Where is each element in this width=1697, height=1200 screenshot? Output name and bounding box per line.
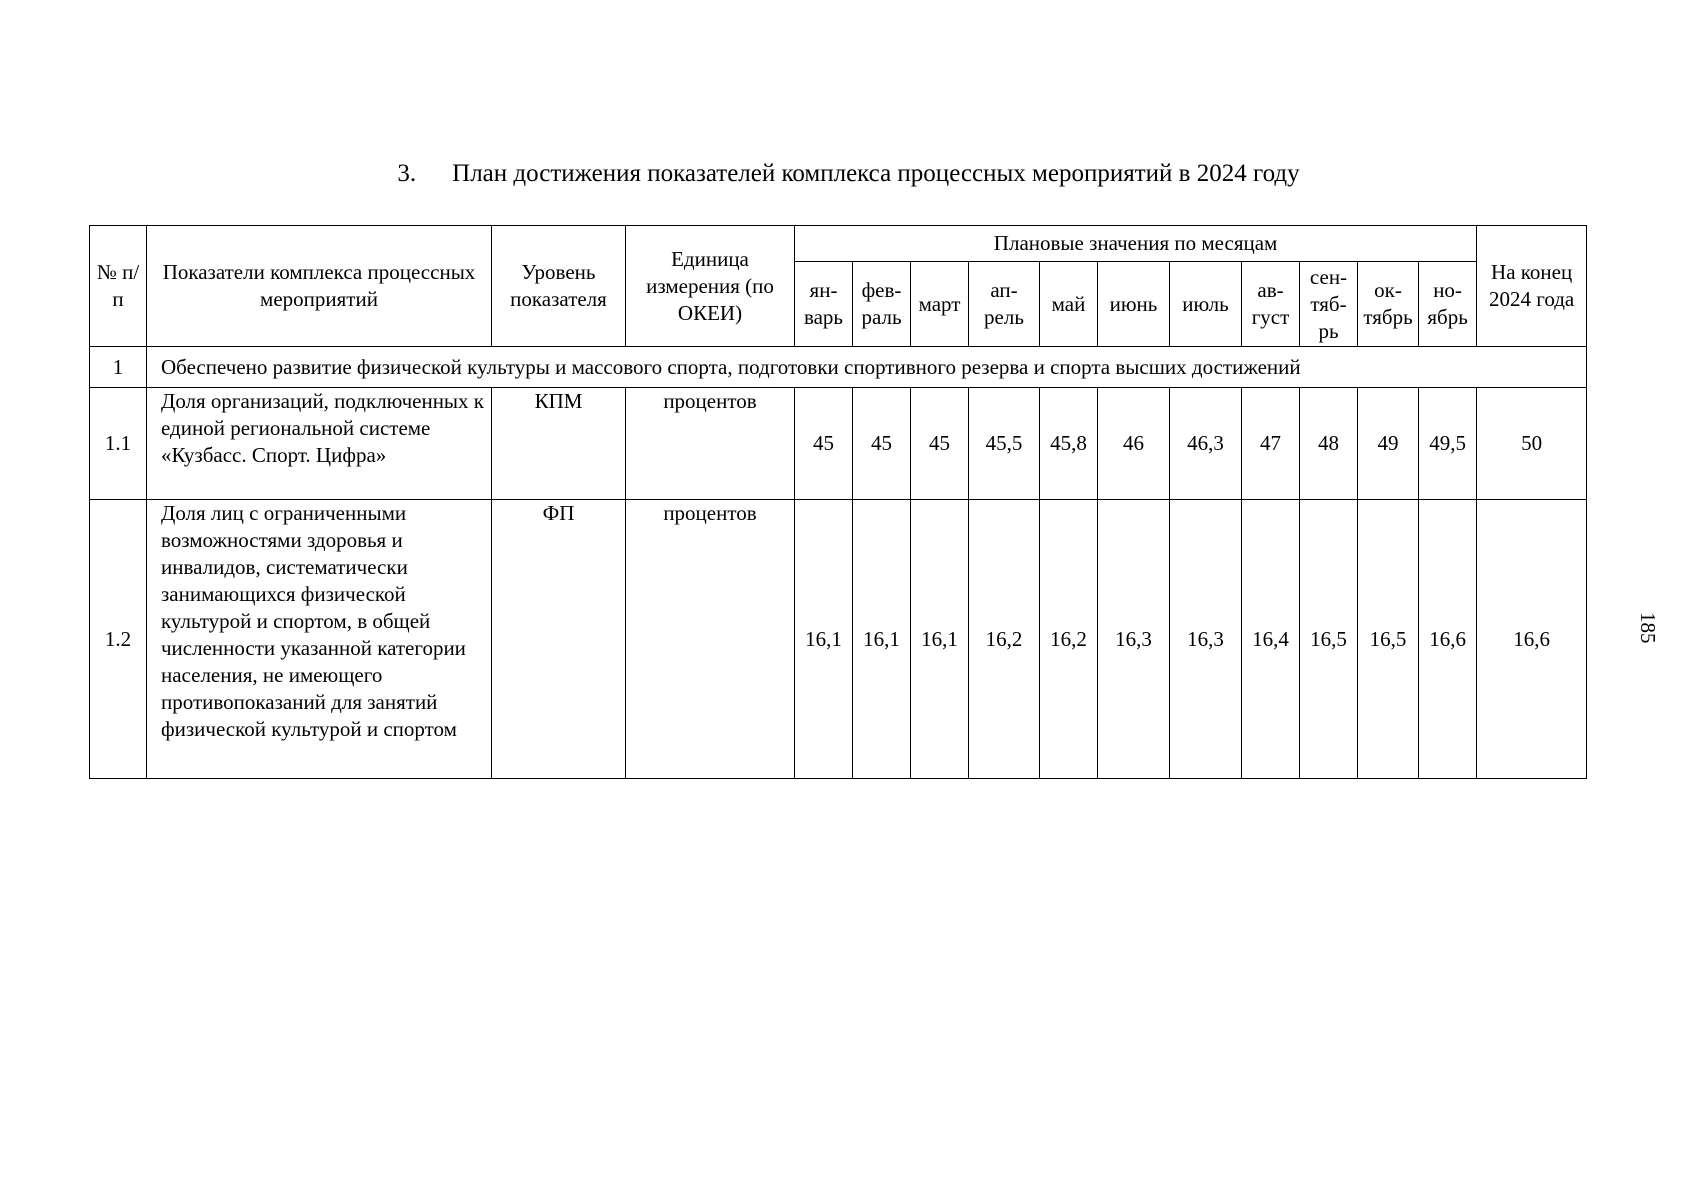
month-header: сен-тяб-рь — [1300, 262, 1358, 347]
header-num: № п/п — [90, 226, 147, 347]
header-end: На конец 2024 года — [1477, 226, 1587, 347]
month-value: 49,5 — [1419, 388, 1477, 500]
month-value: 16,1 — [795, 500, 853, 779]
header-planned: Плановые значения по месяцам — [795, 226, 1477, 262]
page-number: 185 — [1636, 612, 1660, 644]
header-unit: Единица измерения (по ОКЕИ) — [626, 226, 795, 347]
row-unit: процентов — [626, 500, 795, 779]
month-value: 16,3 — [1170, 500, 1242, 779]
month-header: фев-раль — [853, 262, 911, 347]
month-value: 45 — [795, 388, 853, 500]
month-value: 16,3 — [1098, 500, 1170, 779]
month-value: 16,2 — [969, 500, 1040, 779]
month-value: 16,4 — [1242, 500, 1300, 779]
month-header: ян-варь — [795, 262, 853, 347]
section-text: Обеспечено развитие физической культуры и массового спорта, подготовки спортивного резерва и спорта высших достижений — [147, 347, 1587, 388]
month-header: март — [911, 262, 969, 347]
month-value: 46,3 — [1170, 388, 1242, 500]
month-value: 16,2 — [1040, 500, 1098, 779]
month-header: ав-густ — [1242, 262, 1300, 347]
page-title — [0, 160, 1697, 188]
title-number: 3. — [397, 160, 417, 187]
section-row — [90, 347, 1587, 388]
month-value: 16,6 — [1419, 500, 1477, 779]
row-number: 1.1 — [90, 388, 147, 500]
table-row — [90, 500, 1587, 779]
month-header: но-ябрь — [1419, 262, 1477, 347]
month-value: 49 — [1358, 388, 1419, 500]
month-value: 16,5 — [1358, 500, 1419, 779]
month-header: ап-рель — [969, 262, 1040, 347]
month-value: 45 — [911, 388, 969, 500]
header-row — [90, 226, 1587, 262]
month-value: 45 — [853, 388, 911, 500]
table-row — [90, 388, 1587, 500]
month-value: 16,1 — [911, 500, 969, 779]
row-level: КПМ — [492, 388, 626, 500]
month-header: июнь — [1098, 262, 1170, 347]
row-level: ФП — [492, 500, 626, 779]
title-text: План достижения показателей комплекса процессных мероприятий в 2024 году — [452, 160, 1300, 187]
section-number: 1 — [90, 347, 147, 388]
month-header: ок-тябрь — [1358, 262, 1419, 347]
month-header: май — [1040, 262, 1098, 347]
month-value: 16,5 — [1300, 500, 1358, 779]
indicators-plan-table — [89, 225, 1587, 779]
month-value: 45,8 — [1040, 388, 1098, 500]
end-value: 16,6 — [1477, 500, 1587, 779]
month-header: июль — [1170, 262, 1242, 347]
end-value: 50 — [1477, 388, 1587, 500]
row-name: Доля лиц с ограниченными возможностями здоровья и инвалидов, систематически занимающихся физической культурой и спортом, в общей численности указанной категории населения, не имеющего противопоказаний для занятий физической культурой и спортом — [147, 500, 492, 779]
month-value: 45,5 — [969, 388, 1040, 500]
row-name: Доля организаций, подключенных к единой региональной системе «Кузбасс. Спорт. Цифра» — [147, 388, 492, 500]
month-value: 46 — [1098, 388, 1170, 500]
header-indicators: Показатели комплекса процессных мероприятий — [147, 226, 492, 347]
row-unit: процентов — [626, 388, 795, 500]
month-value: 16,1 — [853, 500, 911, 779]
header-level: Уровень показателя — [492, 226, 626, 347]
month-value: 48 — [1300, 388, 1358, 500]
month-value: 47 — [1242, 388, 1300, 500]
row-number: 1.2 — [90, 500, 147, 779]
